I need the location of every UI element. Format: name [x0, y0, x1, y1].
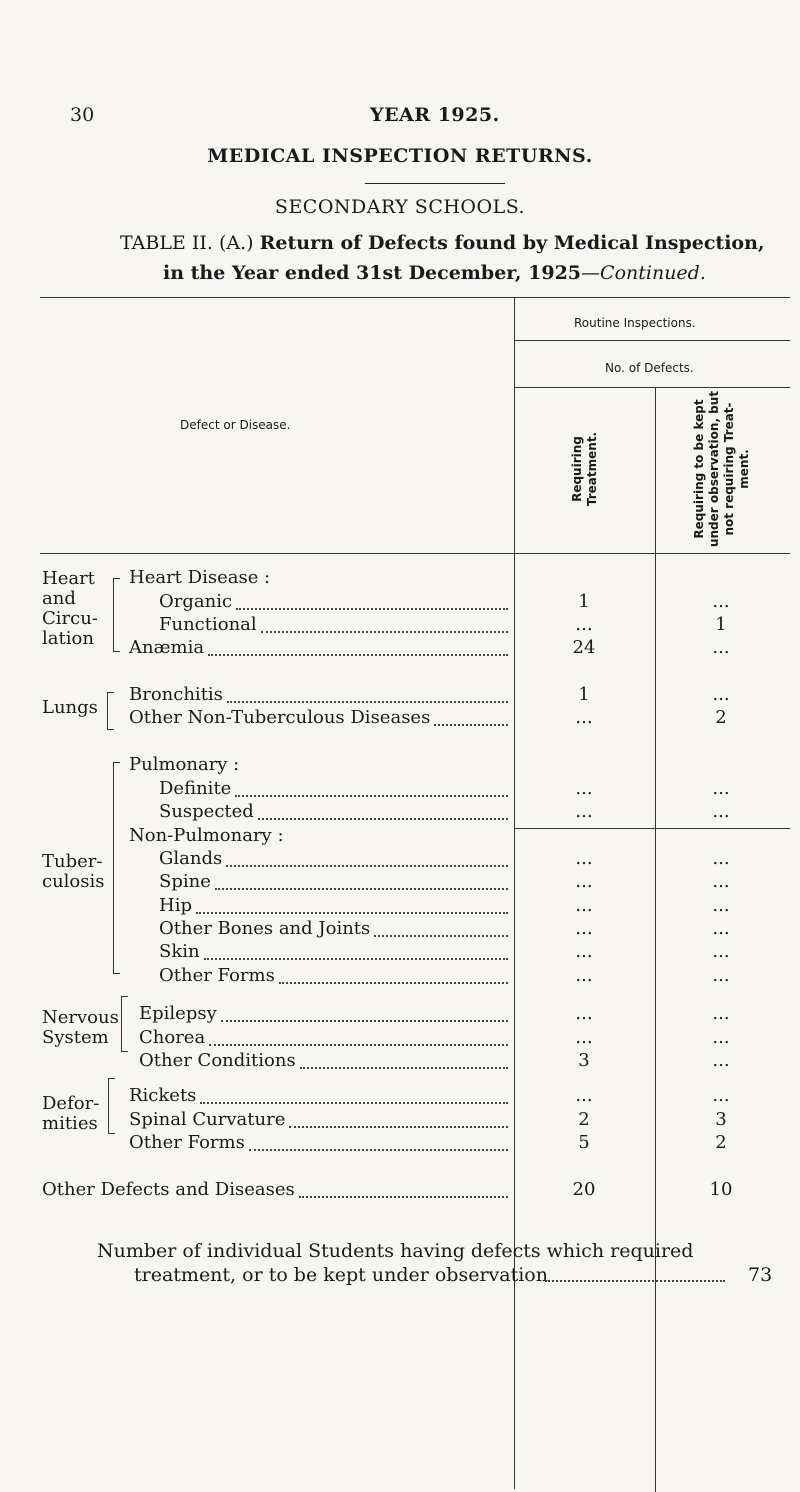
cell-observation: ... — [712, 918, 730, 939]
group-defor — [42, 1094, 99, 1134]
col-header-treatment-line1: Requiring — [570, 436, 584, 502]
title-rule — [365, 183, 505, 184]
group-nervous-line1: Nervous — [42, 1007, 119, 1028]
col-header-observation-line1: Requiring to be kept — [692, 399, 706, 539]
group-heart-line3: Circu- — [42, 608, 98, 629]
cell-treatment: ... — [575, 1085, 593, 1106]
group-lungs: Lungs — [42, 697, 98, 718]
cell-observation: ... — [712, 1003, 730, 1024]
row-label: Functional — [159, 614, 257, 635]
header-rule-routine — [514, 340, 790, 341]
cell-observation: ... — [712, 941, 730, 962]
row-label: Other Forms — [159, 965, 275, 986]
cell-observation: 10 — [709, 1179, 733, 1200]
group-tuber — [42, 852, 105, 892]
cell-treatment: 2 — [578, 1109, 590, 1130]
cell-treatment: ... — [575, 707, 593, 728]
row-label: Definite — [159, 778, 232, 799]
row-label: Spinal Curvature — [129, 1109, 286, 1130]
group-heart — [42, 569, 98, 649]
footer-line2: treatment, or to be kept under observation — [134, 1264, 548, 1286]
col-header-treatment-line2: Treatment. — [585, 431, 599, 507]
row-label: Other Defects and Diseases — [42, 1179, 295, 1200]
cell-treatment: 20 — [572, 1179, 596, 1200]
row-leader — [235, 795, 508, 797]
brace-defor — [108, 1078, 115, 1134]
row-leader — [208, 654, 508, 656]
footer-leader — [545, 1280, 725, 1282]
table-label: TABLE II. — [120, 232, 213, 254]
cell-treatment: ... — [575, 918, 593, 939]
row-label: Rickets — [129, 1085, 197, 1106]
row-leader — [299, 1196, 508, 1198]
cell-treatment: ... — [575, 871, 593, 892]
row-leader — [279, 982, 508, 984]
table-ref: (A.) — [218, 232, 254, 254]
row-leader — [258, 818, 508, 820]
col-header-no-defects: No. of Defects. — [605, 361, 694, 375]
brace-heart — [113, 578, 120, 652]
group-nervous-line2: System — [42, 1027, 109, 1048]
table-title: Return of Defects found by Medical Inspection, — [259, 232, 765, 254]
cell-observation: 2 — [715, 1132, 727, 1153]
cell-treatment: 1 — [578, 684, 590, 705]
table-title-continued: —Continued. — [581, 262, 706, 284]
cell-treatment: ... — [575, 614, 593, 635]
table-caption-line1 — [120, 232, 765, 254]
row-label: Other Bones and Joints — [159, 918, 371, 939]
running-title-year: YEAR 1925. — [370, 104, 500, 126]
page-number: 30 — [70, 104, 95, 126]
cell-observation: 3 — [715, 1109, 727, 1130]
row-leader — [434, 724, 508, 726]
row-leader — [289, 1126, 508, 1128]
row-label: Other Non-Tuberculous Diseases — [129, 707, 431, 728]
cell-treatment: ... — [575, 941, 593, 962]
row-label: Epilepsy — [139, 1003, 217, 1024]
cell-observation: ... — [712, 778, 730, 799]
row-label: Other Conditions — [139, 1050, 296, 1071]
cell-treatment: ... — [575, 801, 593, 822]
row-leader — [300, 1067, 508, 1069]
col-header-observation-line4: ment. — [737, 449, 751, 489]
table-caption-line2 — [163, 262, 706, 284]
table-title-line2: in the Year ended 31st December, 1925 — [163, 262, 582, 284]
cell-treatment: 24 — [572, 637, 596, 658]
row-label: Pulmonary : — [129, 754, 240, 775]
header-rule-defects — [514, 387, 790, 388]
row-leader — [196, 912, 508, 914]
cell-observation: ... — [712, 591, 730, 612]
col-header-observation — [692, 391, 752, 547]
document-subtitle: SECONDARY SCHOOLS. — [274, 196, 526, 218]
col-header-observation-line3: not requiring Treat- — [722, 402, 736, 536]
cell-treatment: ... — [575, 965, 593, 986]
row-leader — [227, 701, 508, 703]
group-tuber-line2: culosis — [42, 871, 105, 892]
brace-nervous — [121, 996, 128, 1052]
row-leader — [261, 631, 508, 633]
row-leader — [221, 1020, 508, 1022]
row-leader — [226, 865, 508, 867]
cell-observation: ... — [712, 637, 730, 658]
cell-observation: ... — [712, 1085, 730, 1106]
col-divider-main — [514, 297, 515, 1489]
cell-observation: 2 — [715, 707, 727, 728]
group-defor-line2: mities — [42, 1113, 98, 1134]
row-label: Organic — [159, 591, 233, 612]
footer-total: 73 — [748, 1264, 773, 1286]
cell-observation: ... — [712, 801, 730, 822]
row-leader — [209, 1044, 508, 1046]
group-nervous — [42, 1008, 119, 1048]
cell-observation: ... — [712, 848, 730, 869]
group-defor-line1: Defor- — [42, 1093, 100, 1114]
group-heart-line4: lation — [42, 628, 94, 649]
cell-treatment: ... — [575, 1003, 593, 1024]
footer-line1: Number of individual Students having defects which required — [97, 1240, 694, 1262]
cell-treatment: 1 — [578, 591, 590, 612]
row-label: Skin — [159, 941, 200, 962]
cell-treatment: 3 — [578, 1050, 590, 1071]
cell-treatment: ... — [575, 1027, 593, 1048]
row-label: Hip — [159, 895, 192, 916]
cell-observation: ... — [712, 1027, 730, 1048]
cell-treatment: 5 — [578, 1132, 590, 1153]
brace-tuber — [113, 762, 120, 974]
row-label: Non-Pulmonary : — [129, 825, 284, 846]
row-label: Heart Disease : — [129, 567, 271, 588]
row-label: Spine — [159, 871, 211, 892]
col-header-observation-line2: under observation, but — [707, 390, 721, 548]
row-leader — [204, 958, 508, 960]
group-heart-line1: Heart — [42, 568, 95, 589]
table-top-rule — [40, 297, 790, 298]
row-leader — [200, 1102, 508, 1104]
row-leader — [374, 935, 508, 937]
row-label: Other Forms — [129, 1132, 245, 1153]
cell-observation: ... — [712, 895, 730, 916]
row-label: Chorea — [139, 1027, 206, 1048]
col-header-routine: Routine Inspections. — [574, 316, 696, 330]
row-label: Bronchitis — [129, 684, 223, 705]
cell-observation: ... — [712, 1050, 730, 1071]
group-heart-line2: and — [42, 588, 76, 609]
cell-treatment: ... — [575, 895, 593, 916]
brace-lungs — [107, 692, 114, 730]
row-label: Glands — [159, 848, 223, 869]
document-title: MEDICAL INSPECTION RETURNS. — [207, 145, 593, 167]
row-leader — [236, 608, 508, 610]
row-leader — [249, 1149, 508, 1151]
table-bottom-rule — [514, 828, 790, 829]
col-header-defect: Defect or Disease. — [180, 418, 291, 432]
cell-observation: ... — [712, 871, 730, 892]
row-label: Suspected — [159, 801, 254, 822]
col-header-treatment — [570, 432, 600, 506]
cell-observation: ... — [712, 965, 730, 986]
cell-observation: 1 — [715, 614, 727, 635]
header-bottom-rule — [40, 553, 790, 554]
cell-observation: ... — [712, 684, 730, 705]
group-tuber-line1: Tuber- — [42, 851, 103, 872]
cell-treatment: ... — [575, 848, 593, 869]
row-leader — [215, 888, 508, 890]
cell-treatment: ... — [575, 778, 593, 799]
row-label: Anæmia — [129, 637, 205, 658]
